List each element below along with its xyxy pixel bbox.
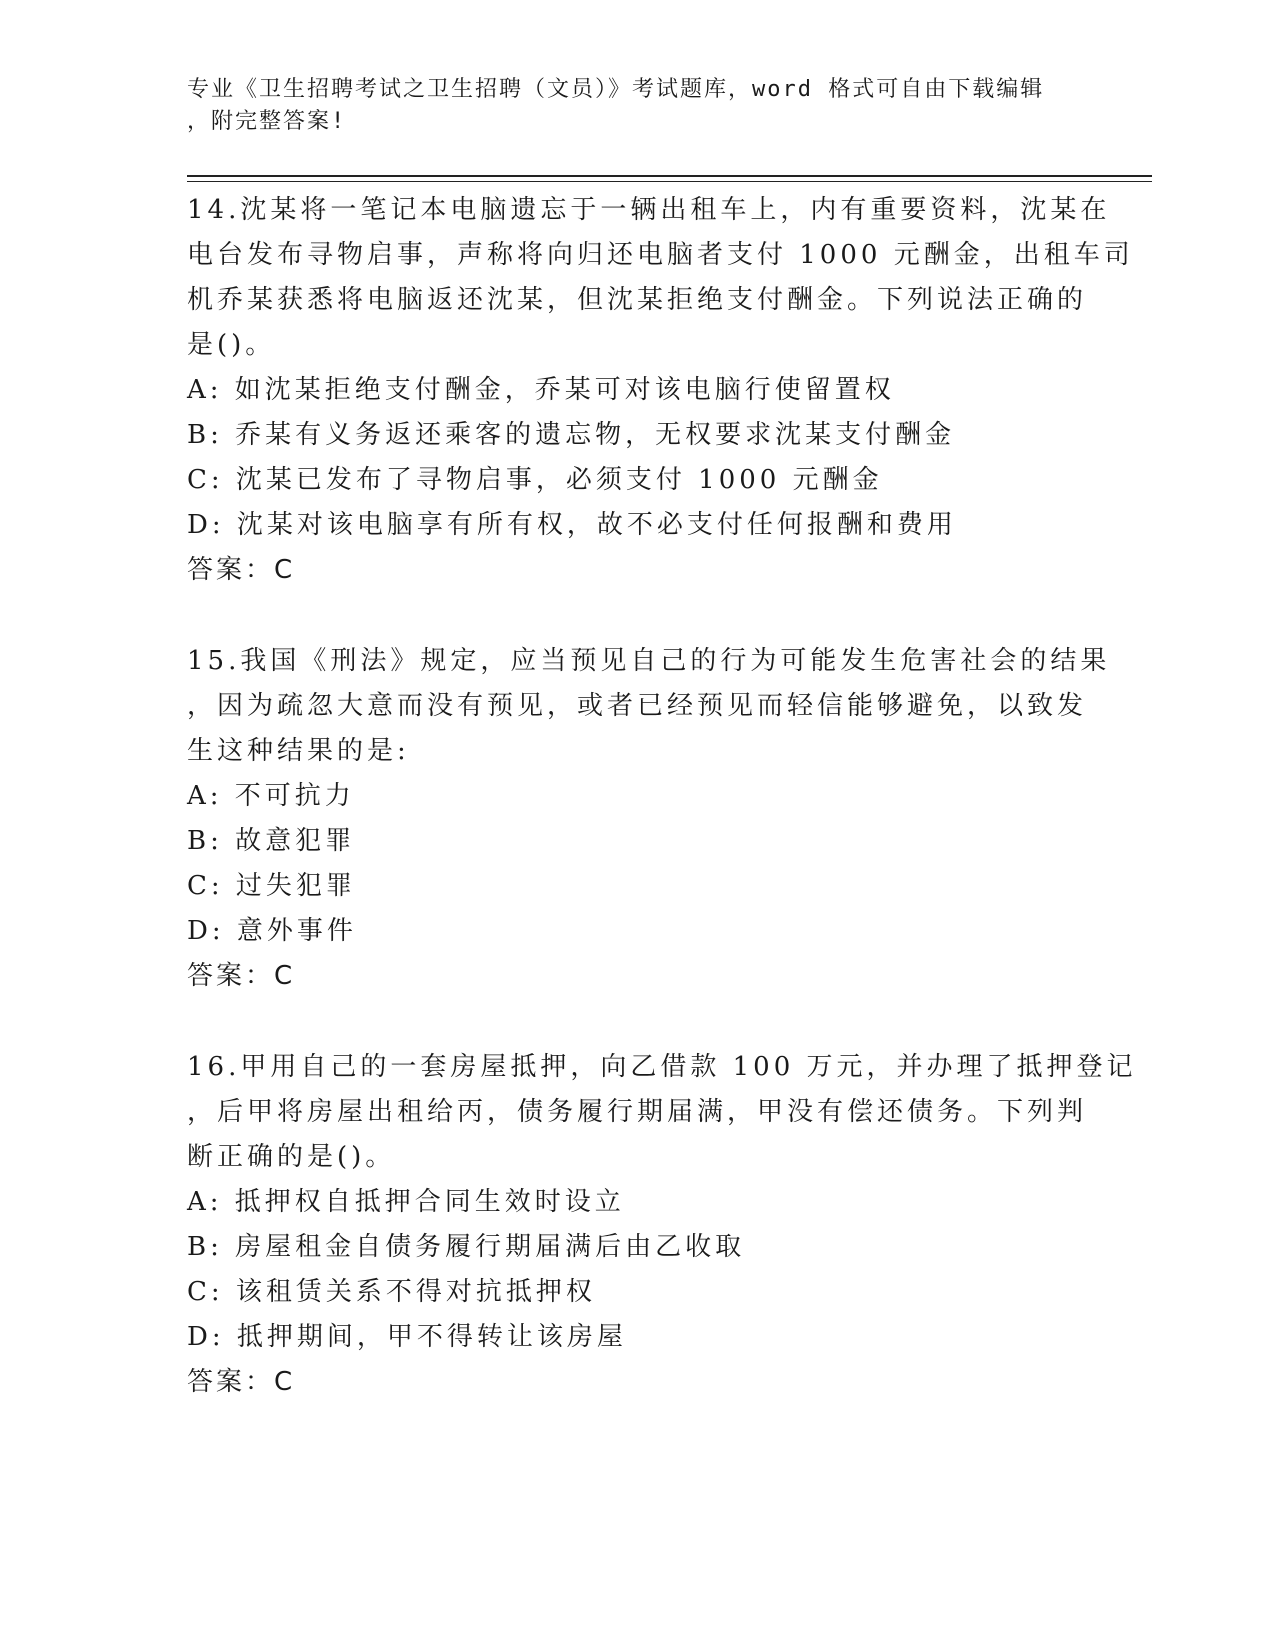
question-14	[187, 188, 1134, 593]
question-stem-line: 机乔某获悉将电脑返还沈某，但沈某拒绝支付酬金。下列说法正确的	[187, 285, 1088, 315]
option-b: B: 乔某有义务返还乘客的遗忘物，无权要求沈某支付酬金	[187, 420, 956, 450]
option-b: B: 房屋租金自债务履行期届满后由乙收取	[187, 1232, 746, 1262]
option-a: A: 不可抗力	[187, 781, 355, 811]
question-stem-line: 电台发布寻物启事，声称将向归还电脑者支付 1000 元酬金，出租车司	[187, 240, 1134, 270]
question-list	[187, 188, 1137, 1451]
question-15	[187, 639, 1111, 999]
option-c: C: 该租赁关系不得对抗抵押权	[187, 1277, 596, 1307]
option-d: D: 沈某对该电脑享有所有权，故不必支付任何报酬和费用	[187, 510, 957, 540]
question-stem-line: ，因为疏忽大意而没有预见，或者已经预见而轻信能够避免，以致发	[187, 691, 1088, 721]
answer-label: 答案：C	[187, 555, 296, 585]
header-line-1: 专业《卫生招聘考试之卫生招聘（文员）》考试题库，word 格式可自由下载编辑	[187, 77, 1045, 102]
option-b: B: 故意犯罪	[187, 826, 356, 856]
question-16	[187, 1045, 1137, 1405]
option-a: A: 抵押权自抵押合同生效时设立	[187, 1187, 625, 1217]
question-stem-line: 15.我国《刑法》规定，应当预见自己的行为可能发生危害社会的结果	[187, 646, 1111, 676]
option-d: D: 意外事件	[187, 916, 357, 946]
option-d: D: 抵押期间，甲不得转让该房屋	[187, 1322, 627, 1352]
option-c: C: 过失犯罪	[187, 871, 356, 901]
option-a: A: 如沈某拒绝支付酬金，乔某可对该电脑行使留置权	[187, 375, 895, 405]
header-divider-thick	[187, 175, 1152, 177]
question-stem-line: ，后甲将房屋出租给丙，债务履行期届满，甲没有偿还债务。下列判	[187, 1097, 1088, 1127]
question-stem-line: 生这种结果的是:	[187, 736, 410, 766]
question-stem-line: 是()。	[187, 330, 276, 360]
answer-label: 答案：C	[187, 1367, 296, 1397]
option-c: C: 沈某已发布了寻物启事，必须支付 1000 元酬金	[187, 465, 883, 495]
document-header	[187, 74, 1087, 138]
question-stem-line: 16.甲用自己的一套房屋抵押，向乙借款 100 万元，并办理了抵押登记	[187, 1052, 1137, 1082]
header-divider-thin	[187, 181, 1152, 182]
question-stem-line: 14.沈某将一笔记本电脑遗忘于一辆出租车上，内有重要资料，沈某在	[187, 195, 1111, 225]
question-stem-line: 断正确的是()。	[187, 1142, 396, 1172]
header-line-2: ，附完整答案!	[187, 109, 347, 134]
answer-label: 答案：C	[187, 961, 296, 991]
